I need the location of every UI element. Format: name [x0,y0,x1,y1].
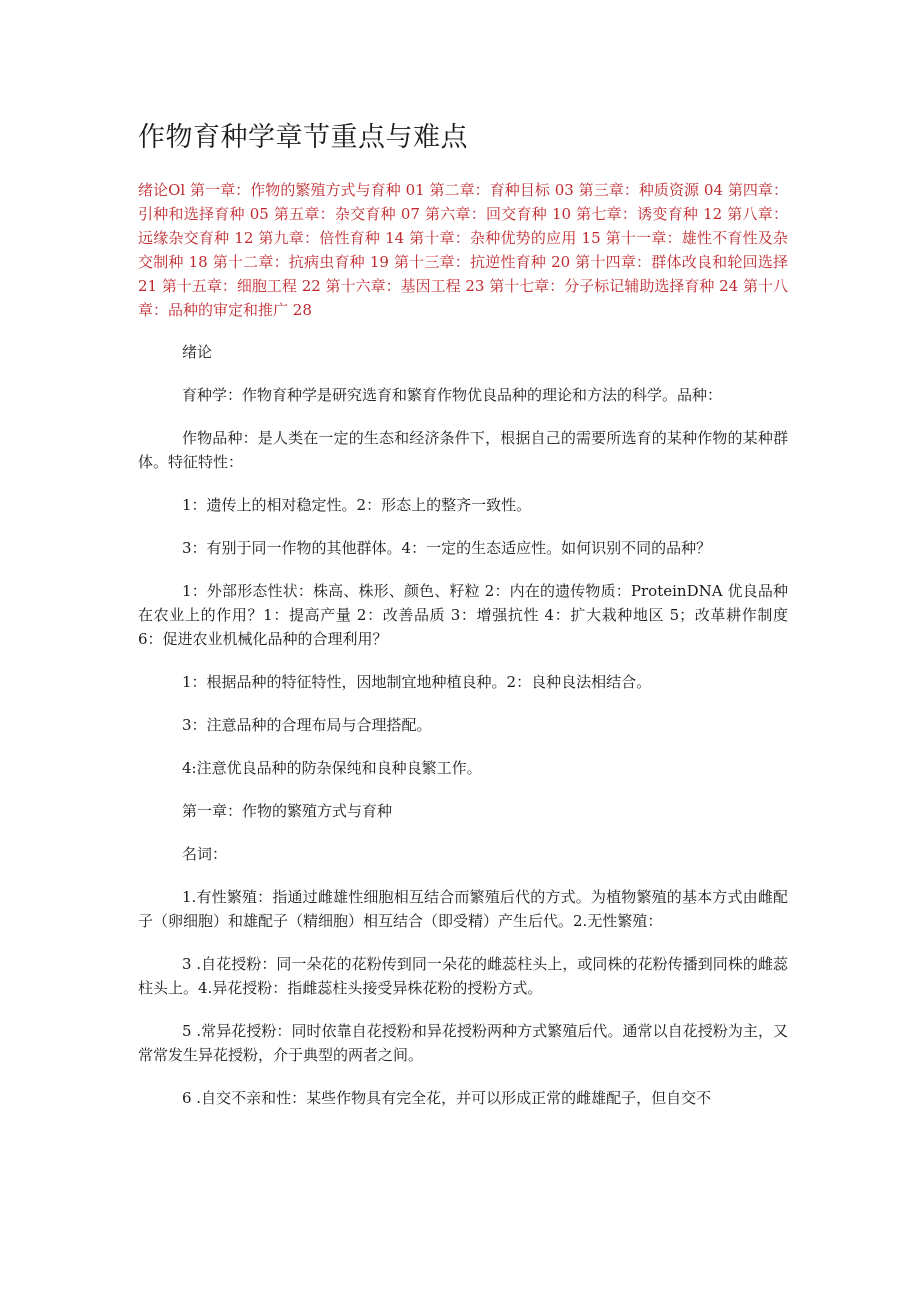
document-title: 作物育种学章节重点与难点 [138,122,468,153]
paragraph: 4:注意优良品种的防杂保纯和良种良繁工作。 [182,759,482,777]
paragraph: 1：遗传上的相对稳定性。2：形态上的整齐一致性。 [182,496,532,514]
table-of-contents: 绪论Ol 第一章：作物的繁殖方式与育种 01 第二章：育种目标 03 第三章：种质资源 04 第四章：引种和选择育种 05 第五章：杂交育种 07 第六章：回交育种 10 第七章：诱变育种 12 第八章：远缘杂交育种 12 第九章：倍性育种 14 第十章：杂种优势的应用 15 第十一章：雄性不育性及杂交制种 18 第十二章：抗病虫育种 19 第十三章：抗逆性育种 20 第十四章：群体改良和轮回选择 21 第十五章：细胞工程 22 第十六章：基因工程 23 第十七章：分子标记辅助选择育种 24 第十八章：品种的审定和推广 28 [138,181,788,319]
section-heading-intro: 绪论 [182,343,213,361]
section-heading-chapter1: 第一章：作物的繁殖方式与育种 [182,802,393,820]
paragraph: 5 .常异花授粉：同时依靠自花授粉和异花授粉两种方式繁殖后代。通常以自花授粉为主，又常常发生异花授粉，介于典型的两者之间。 [138,1022,788,1064]
paragraph: 名词： [182,845,228,863]
paragraph: 6 .自交不亲和性：某些作物具有完全花，并可以形成正常的雌雄配子，但自交不 [182,1089,712,1107]
paragraph: 作物品种：是人类在一定的生态和经济条件下，根据自己的需要所选育的某种作物的某种群体。特征特性： [138,429,788,471]
paragraph: 1：外部形态性状：株高、株形、颜色、籽粒 2：内在的遗传物质：ProteinDNA 优良品种在农业上的作用？1：提高产量 2：改善品质 3：增强抗性 4：扩大栽种地区 5；改革耕作制度 6：促进农业机械化品种的合理利用？ [138,582,788,648]
paragraph: 3：注意品种的合理布局与合理搭配。 [182,716,432,734]
paragraph: 1.有性繁殖：指通过雌雄性细胞相互结合而繁殖后代的方式。为植物繁殖的基本方式由雌配子（卵细胞）和雄配子（精细胞）相互结合（即受精）产生后代。2.无性繁殖： [138,888,788,930]
paragraph: 1：根据品种的特征特性，因地制宜地种植良种。2：良种良法相结合。 [182,673,652,691]
paragraph: 3 .自花授粉：同一朵花的花粉传到同一朵花的雌蕊柱头上，或同株的花粉传播到同株的雌蕊柱头上。4.异花授粉：指雌蕊柱头接受异株花粉的授粉方式。 [138,955,788,997]
document-page [138,118,788,1129]
paragraph: 育种学：作物育种学是研究选育和繁育作物优良品种的理论和方法的科学。品种： [182,386,723,404]
paragraph: 3：有别于同一作物的其他群体。4：一定的生态适应性。如何识别不同的品种？ [182,539,712,557]
